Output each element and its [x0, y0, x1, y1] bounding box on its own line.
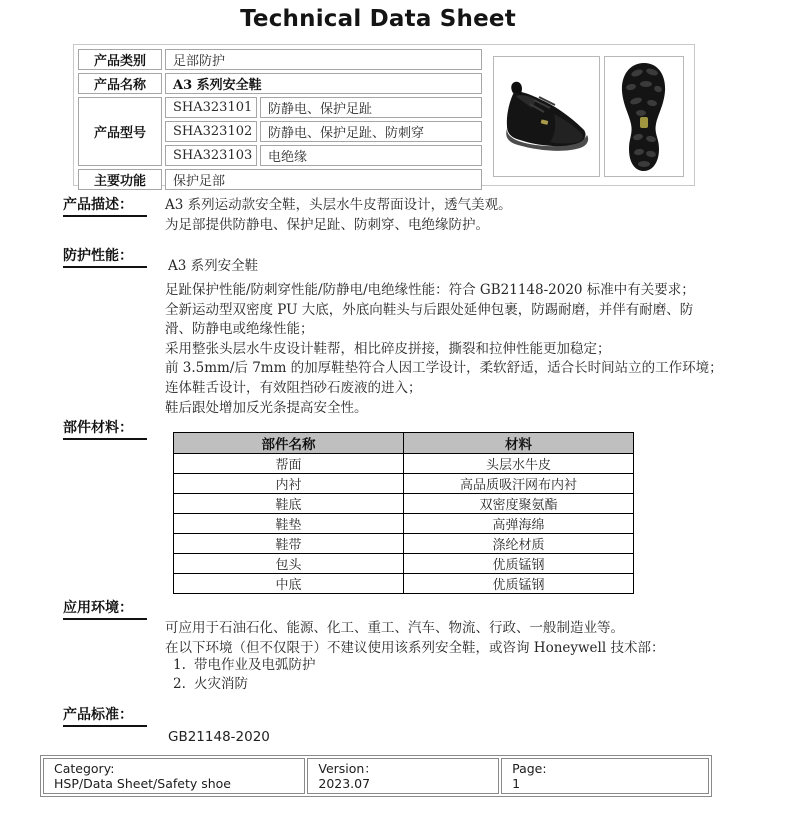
materials-header-part: 部件名称 [174, 433, 404, 454]
footer-label: Category: [54, 761, 115, 776]
footer-cell-category [43, 758, 305, 794]
protection-line: 鞋后跟处增加反光条提高安全性。 [165, 399, 368, 416]
footer-table [40, 755, 712, 797]
application-text [165, 618, 765, 658]
footer-cell-version [307, 758, 499, 794]
protection-line: 滑、防静电或绝缘性能； [165, 321, 314, 338]
footer-cell-page [501, 758, 709, 794]
list-item [173, 656, 316, 675]
table-header-row [174, 433, 634, 454]
table-row [78, 49, 482, 70]
list-item-text: 火灾消防 [194, 675, 248, 692]
table-row [43, 758, 709, 794]
model-desc: 电绝缘 [260, 145, 482, 166]
table-row [174, 554, 634, 574]
section-heading-materials: 部件材料： [63, 420, 147, 440]
model-desc: 防静电、保护足趾、防刺穿 [260, 121, 482, 142]
materials-header-material: 材料 [404, 433, 634, 454]
protection-line: 采用整张头层水牛皮设计鞋帮，相比碎皮拼接，撕裂和拉伸性能更加稳定； [165, 340, 611, 357]
product-info-block [73, 44, 695, 189]
material-part: 鞋底 [174, 494, 404, 514]
info-value-function: 保护足部 [165, 169, 482, 190]
info-value-name: A3 系列安全鞋 [165, 73, 482, 94]
protection-line: 前 3.5mm/后 7mm 的加厚鞋垫符合人因工学设计，柔软舒适，适合长时间站立的工作环境； [165, 360, 723, 377]
application-line: 在以下环境（但不仅限于）不建议使用该系列安全鞋，或咨询 Honeywell 技术部： [165, 640, 665, 656]
model-code: SHA323101 [165, 97, 257, 118]
description-line: A3 系列运动款安全鞋，头层水牛皮帮面设计，透气美观。 [165, 197, 512, 213]
page-title: Technical Data Sheet [240, 6, 516, 32]
material-part: 内衬 [174, 474, 404, 494]
product-info-table [75, 46, 485, 193]
info-label-category: 产品类别 [78, 49, 162, 70]
protection-text [165, 281, 765, 418]
info-value-category: 足部防护 [165, 49, 482, 70]
material-part: 帮面 [174, 454, 404, 474]
list-item-text: 带电作业及电弧防护 [194, 657, 316, 673]
info-label-function: 主要功能 [78, 169, 162, 190]
table-row [174, 454, 634, 474]
material-value: 优质锰钢 [404, 554, 634, 574]
footer-label: Version： [318, 761, 377, 776]
table-row [174, 534, 634, 554]
footer-label: Page: [512, 761, 547, 776]
section-heading-standard: 产品标准： [63, 707, 147, 727]
shoe-side-photo [493, 56, 600, 177]
protection-line: 连体鞋舌设计，有效阻挡砂石废液的进入； [165, 379, 422, 396]
shoe-side-illustration [494, 57, 599, 176]
shoe-sole-illustration [605, 57, 683, 176]
list-item-number: 1. [173, 657, 186, 673]
model-code: SHA323102 [165, 121, 257, 142]
footer-value: HSP/Data Sheet/Safety shoe [54, 776, 231, 791]
model-code: SHA323103 [165, 145, 257, 166]
table-row [174, 574, 634, 594]
description-line: 为足部提供防静电、保护足趾、防刺穿、电绝缘防护。 [165, 217, 489, 233]
materials-table [173, 432, 634, 594]
material-part: 鞋带 [174, 534, 404, 554]
application-line: 可应用于石油石化、能源、化工、重工、汽车、物流、行政、一般制造业等。 [165, 620, 624, 636]
list-item-number: 2. [173, 675, 186, 692]
shoe-sole-photo [604, 56, 684, 177]
info-label-name: 产品名称 [78, 73, 162, 94]
material-part: 中底 [174, 574, 404, 594]
material-part: 鞋垫 [174, 514, 404, 534]
table-row [78, 73, 482, 94]
section-heading-protection: 防护性能： [63, 248, 147, 268]
info-label-model: 产品型号 [78, 97, 162, 166]
protection-line: 足趾保护性能/防刺穿性能/防静电/电绝缘性能：符合 GB21148-2020 标准中有关要求； [165, 282, 695, 298]
material-value: 高弹海绵 [404, 514, 634, 534]
list-item [173, 675, 316, 694]
material-value: 高品质吸汗网布内衬 [404, 474, 634, 494]
table-row [174, 514, 634, 534]
section-heading-application: 应用环境： [63, 600, 147, 620]
table-row [78, 97, 482, 118]
material-value: 涤纶材质 [404, 534, 634, 554]
material-value: 双密度聚氨酯 [404, 494, 634, 514]
description-text [165, 195, 725, 235]
standard-value: GB21148-2020 [168, 729, 270, 745]
section-heading-description: 产品描述： [63, 197, 147, 217]
table-row [78, 169, 482, 190]
application-list [173, 656, 316, 693]
table-row [174, 494, 634, 514]
footer-value: 2023.07 [318, 776, 371, 791]
model-desc: 防静电、保护足趾 [260, 97, 482, 118]
protection-subtitle: A3 系列安全鞋 [168, 258, 259, 274]
footer-value: 1 [512, 776, 521, 791]
material-value: 优质锰钢 [404, 574, 634, 594]
protection-line: 全新运动型双密度 PU 大底，外底向鞋头与后跟处延伸包裹，防踢耐磨，并伴有耐磨、防 [165, 301, 694, 318]
table-row [174, 474, 634, 494]
material-value: 头层水牛皮 [404, 454, 634, 474]
material-part: 包头 [174, 554, 404, 574]
